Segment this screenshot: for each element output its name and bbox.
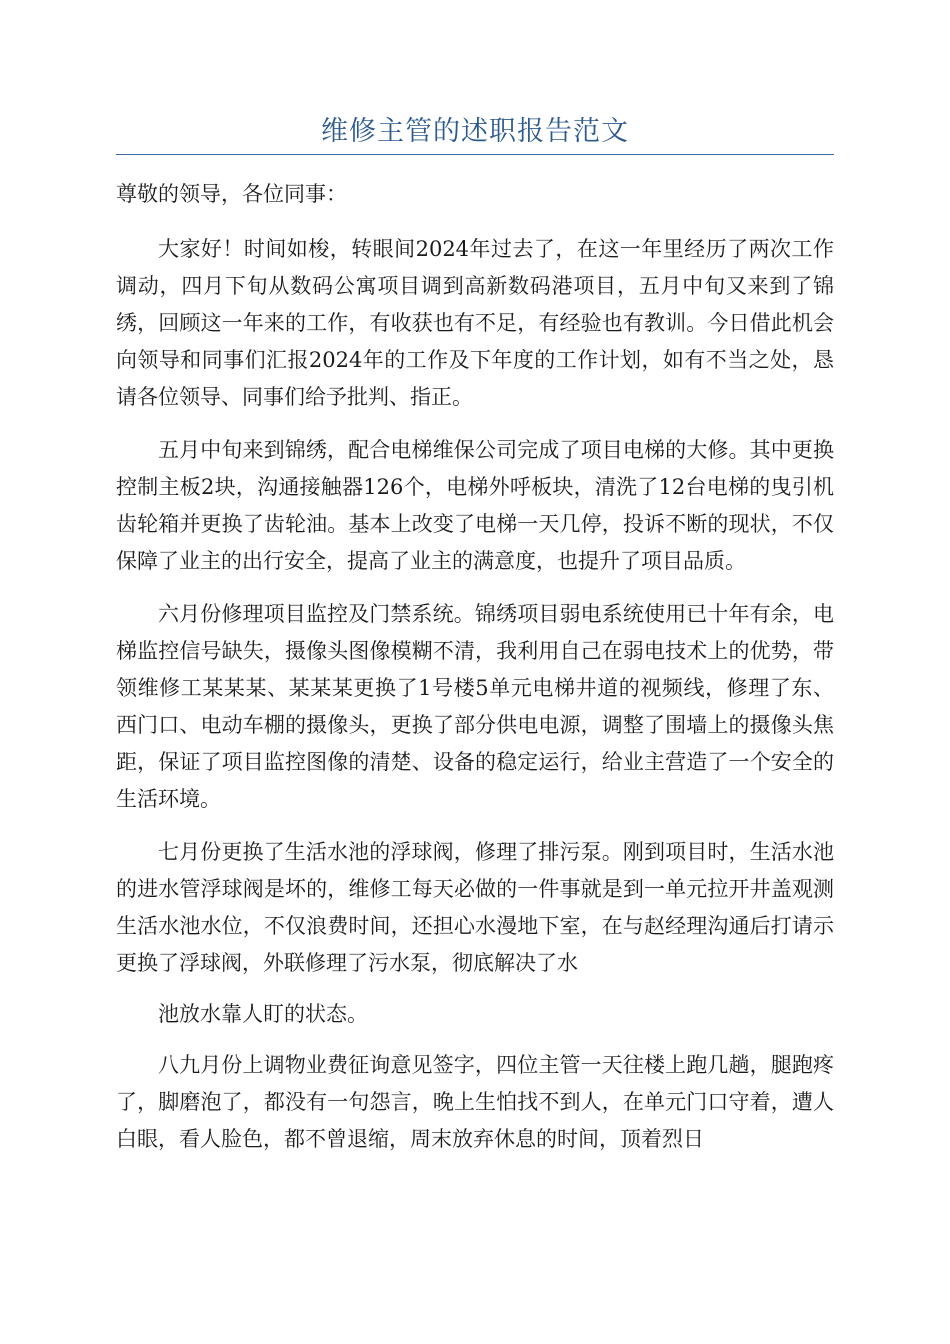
paragraph-monitoring-repair: 六月份修理项目监控及门禁系统。锦绣项目弱电系统使用已十年有余，电梯监控信号缺失，摄像头图像模糊不清，我利用自己在弱电技术上的优势，带领维修工某某某、某某某更换了1号楼5单元电梯井道的视频线，修理了东、西门口、电动车棚的摄像头，更换了部分供电电源，调整了围墙上的摄像头焦距，保证了项目监控图像的清楚、设备的稳定运行，给业主营造了一个安全的生活环境。 bbox=[116, 602, 834, 811]
paragraph-property-fee: 八九月份上调物业费征询意见签字，四位主管一天往楼上跑几趟，腿跑疼了，脚磨泡了，都没有一句怨言，晚上生怕找不到人，在单元门口守着，遭人白眼，看人脸色，都不曾退缩，周末放弃休息的时间，顶着烈日 bbox=[116, 1053, 834, 1151]
paragraph-intro: 大家好！时间如梭，转眼间2024年过去了，在这一年里经历了两次工作调动，四月下旬从数码公寓项目调到高新数码港项目，五月中旬又来到了锦绣，回顾这一年来的工作，有收获也有不足，有经验也有教训。今日借此机会向领导和同事们汇报2024年的工作及下年度的工作计划，如有不当之处，恳请各位领导、同事们给予批判、指正。 bbox=[116, 237, 834, 409]
paragraph-water-valve-continued: 池放水靠人盯的状态。 bbox=[158, 1002, 368, 1026]
paragraph-water-valve: 七月份更换了生活水池的浮球阀，修理了排污泵。刚到项目时，生活水池的进水管浮球阀是坏的，维修工每天必做的一件事就是到一单元拉开井盖观测生活水池水位，不仅浪费时间，还担心水漫地下室，在与赵经理沟通后打请示更换了浮球阀，外联修理了污水泵，彻底解决了水 bbox=[116, 840, 834, 975]
title-underline bbox=[116, 154, 834, 155]
document-title: 维修主管的述职报告范文 bbox=[321, 116, 629, 147]
document-body bbox=[116, 176, 834, 1174]
paragraph-elevator-repair: 五月中旬来到锦绣，配合电梯维保公司完成了项目电梯的大修。其中更换控制主板2块，沟通接触器126个，电梯外呼板块，清洗了12台电梯的曳引机齿轮箱并更换了齿轮油。基本上改变了电梯一天几停，投诉不断的现状，不仅保障了业主的出行安全，提高了业主的满意度，也提升了项目品质。 bbox=[116, 438, 834, 573]
salutation: 尊敬的领导，各位同事： bbox=[116, 182, 347, 206]
